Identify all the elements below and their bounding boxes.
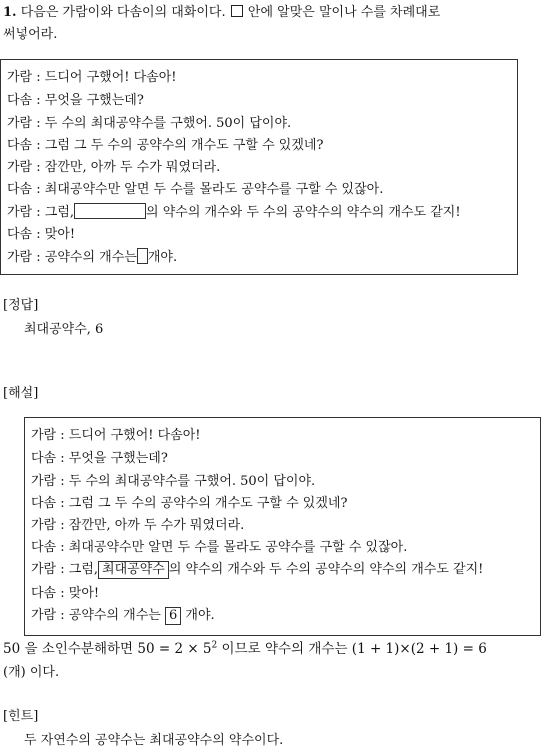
answer-text: 최대공약수, 6 [24, 322, 104, 337]
dialog-line: 다솜 : 무엇을 구했는데? [31, 451, 168, 466]
explanation-formula-end: (개) 이다. [3, 665, 60, 680]
dialog-line: 다솜 : 최대공약수만 알면 두 수를 몰라도 공약수를 구할 수 있잖아. [7, 182, 384, 197]
answer-blank-2[interactable] [137, 248, 148, 264]
dialog-line: 가람 : 드디어 구했어! 다솜아! [31, 428, 201, 443]
question-text-cont: 안에 알맞은 말이나 수를 차례대로 [247, 5, 441, 20]
answer-label: [정답] [3, 298, 39, 313]
explanation-formula: 50 을 소인수분해하면 $50 = 2 \times 5^2$ 이므로 약수의 개수는 (1 + 1)×(2 + 1) = 6 [3, 640, 487, 657]
dialog-line: 가람 : 두 수의 최대공약수를 구했어. 50이 답이야. [31, 474, 316, 489]
question-dialog-box [0, 59, 518, 275]
dialog-line: 다솜 : 무엇을 구했는데? [7, 93, 144, 108]
explanation-dialog-box [24, 417, 541, 636]
dialog-line: 가람 : 두 수의 최대공약수를 구했어. 50이 답이야. [7, 116, 292, 131]
question-text-end: 써넣어라. [3, 27, 58, 42]
blank-box-icon [231, 5, 243, 17]
dialog-line: 가람 : 드디어 구했어! 다솜아! [7, 70, 177, 85]
hint-text: 두 자연수의 공약수는 최대공약수의 약수이다. [24, 733, 284, 748]
dialog-line: 가람 : 그럼, 의 약수의 개수와 두 수의 공약수의 약수의 개수도 같지! [7, 205, 461, 220]
dialog-line: 다솜 : 그럼 그 두 수의 공약수의 개수도 구할 수 있겠네? [31, 496, 348, 511]
dialog-line: 가람 : 그럼, 최대공약수 의 약수의 개수와 두 수의 공약수의 약수의 개수도 같지! [31, 562, 484, 577]
question-line-2 [3, 25, 57, 45]
dialog-line: 가람 : 공약수의 개수는 6 개야. [31, 608, 215, 623]
dialog-line: 가람 : 공약수의 개수는 개야. [7, 250, 178, 265]
explanation-label: [해설] [3, 386, 39, 401]
dialog-line: 다솜 : 맞아! [31, 586, 100, 601]
dialog-line: 다솜 : 최대공약수만 알면 두 수를 몰라도 공약수를 구할 수 있잖아. [31, 540, 408, 555]
filled-answer-1: 최대공약수 [98, 561, 169, 579]
dialog-line: 다솜 : 그럼 그 두 수의 공약수의 개수도 구할 수 있겠네? [7, 138, 324, 153]
dialog-line: 다솜 : 맞아! [7, 227, 76, 242]
answer-blank-1[interactable] [74, 203, 146, 219]
question-text: 다음은 가람이와 다솜이의 대화이다. [20, 5, 226, 20]
dialog-line: 가람 : 잠깐만, 아까 두 수가 뭐였더라. [31, 518, 245, 533]
question-number: 1. [3, 5, 17, 20]
question-line-1 [3, 3, 440, 23]
hint-label: [힌트] [3, 709, 39, 724]
dialog-line: 가람 : 잠깐만, 아까 두 수가 뭐였더라. [7, 160, 221, 175]
filled-answer-2: 6 [165, 607, 181, 625]
